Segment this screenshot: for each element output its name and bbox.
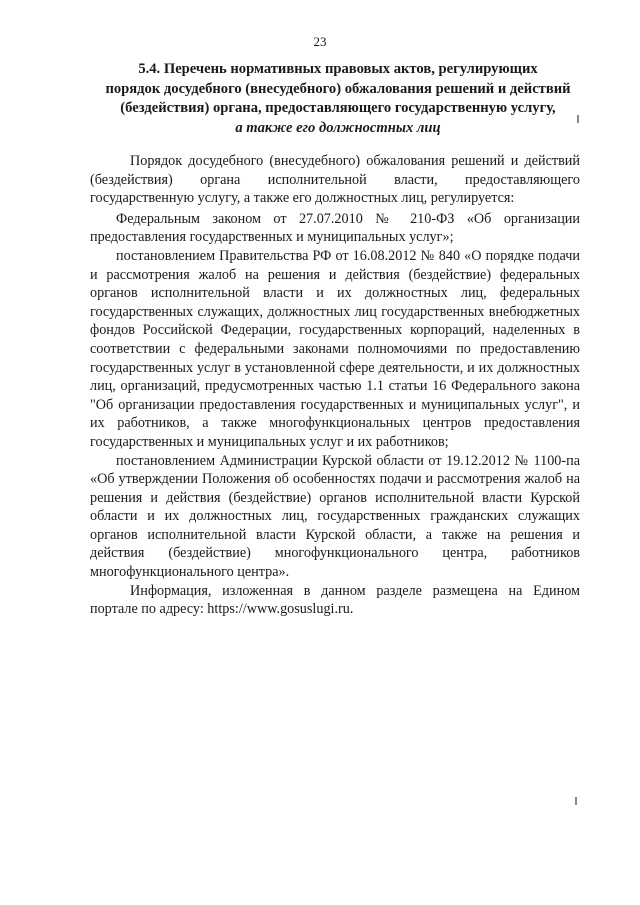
page-number: 23 <box>313 34 327 49</box>
heading-line-4: а также его должностных лиц <box>235 119 441 136</box>
heading-line-2: порядок досудебного (внесудебного) обжалования решений и действий <box>105 80 571 97</box>
paragraph-government-resolution: постановлением Правительства РФ от 16.08.2012 № 840 «О порядке подачи и рассмотрения жалоб на решения и действия (бездействие) федеральных органов исполнительной власти и их должностных лиц, федеральных государственных служащих, должностных лиц государственных внебюджетных фондов Российской Федерации, государственных корпораций, наделенных в соответствии с федеральными законами полномочиями по предоставлению государственных услуг в установленной сфере деятельности, и их должностных лиц, организаций, предусмотренных частью 1.1 статьи 16 Федерального закона "Об организации предоставления государственных и муниципальных услуг", и их работников, а также многофункциональных центров предоставления государственных и муниципальных услуг и их работников; <box>90 247 580 450</box>
paragraph-intro: Порядок досудебного (внесудебного) обжалования решений и действий (бездействия) органа исполнительной власти, предоставляющего государственную услугу, а также его должностных лиц, регулируется: <box>90 153 580 207</box>
paragraph-info: Информация, изложенная в данном разделе размещена на Едином портале по адресу: https://www.gosuslugi.ru. <box>90 582 580 618</box>
heading-line-1: 5.4. Перечень нормативных правовых актов, регулирующих <box>138 61 538 77</box>
paragraph-federal-law: Федеральным законом от 27.07.2010 № 210-ФЗ «Об организации предоставления государственных и муниципальных услуг»; <box>90 210 580 246</box>
document-body <box>90 152 580 619</box>
scan-mark <box>575 797 577 805</box>
section-heading <box>96 60 580 138</box>
scan-mark <box>577 115 579 123</box>
paragraph-kursk-resolution: постановлением Администрации Курской области от 19.12.2012 № 1100-па «Об утверждении Положения об особенностях подачи и рассмотрения жалоб на решения и действия (бездействие) органов исполнительной власти Курской области и их должностных лиц, государственных гражданских служащих органов исполнительной власти Курской области, а также на решения и действия (бездействие) многофункционального центра, работников многофункционального центра». <box>90 452 580 581</box>
heading-line-3: (бездействия) органа, предоставляющего государственную услугу, <box>120 100 556 116</box>
